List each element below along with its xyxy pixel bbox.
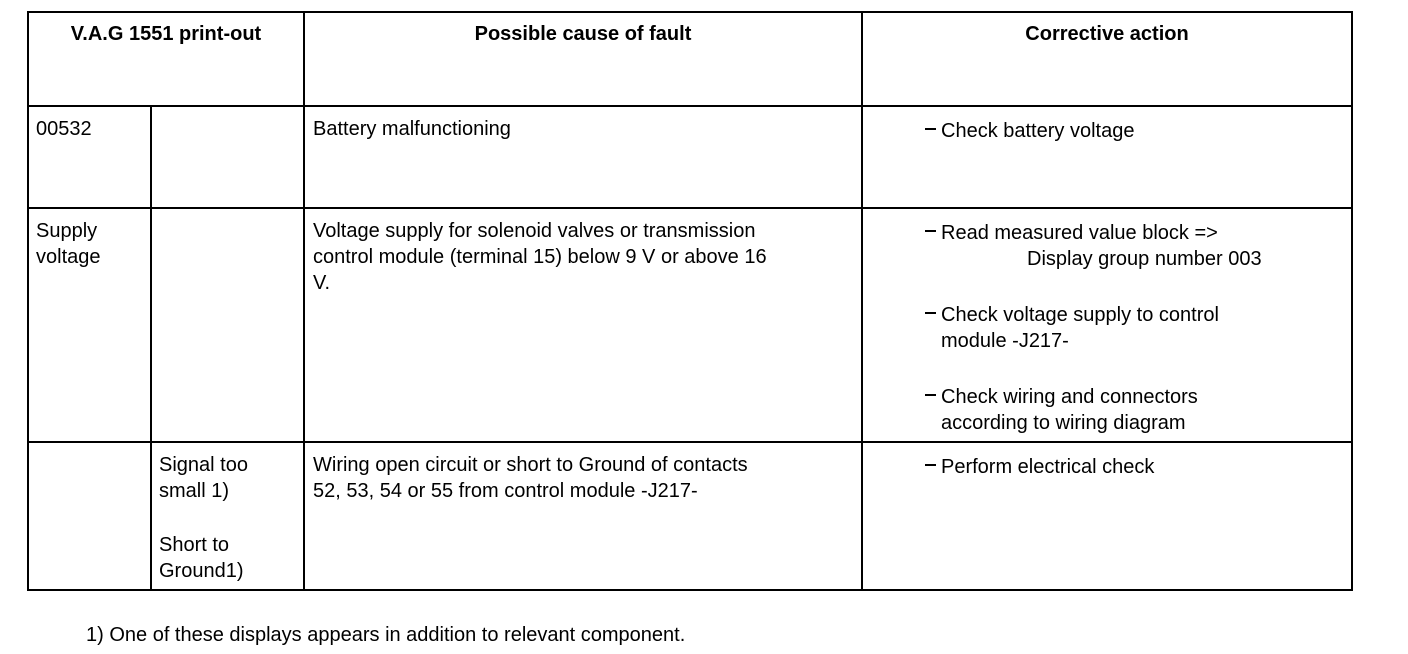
fault-code: voltage — [36, 246, 101, 268]
bullet-dash — [925, 312, 936, 314]
fault-status: Ground1) — [159, 560, 244, 582]
header-cause: Possible cause of fault — [474, 23, 692, 45]
bullet-dash — [925, 230, 936, 232]
header-action: Corrective action — [1025, 23, 1189, 45]
corrective-action-line: Check voltage supply to control — [941, 304, 1219, 326]
corrective-action-line: Perform electrical check — [941, 456, 1155, 478]
fault-code: Supply — [36, 220, 98, 242]
corrective-action-subline: Display group number 003 — [1027, 248, 1262, 270]
bullet-dash — [925, 128, 936, 130]
bullet-dash — [925, 394, 936, 396]
fault-cause-line: Wiring open circuit or short to Ground of contacts — [313, 454, 748, 476]
bullet-dash — [925, 464, 936, 466]
fault-cause-line: Voltage supply for solenoid valves or transmission — [313, 220, 756, 242]
corrective-action-line: module -J217- — [941, 330, 1069, 352]
corrective-action-line: Check wiring and connectors — [941, 386, 1198, 408]
footnote: 1) One of these displays appears in addition to relevant component. — [86, 624, 686, 646]
fault-cause-line: V. — [313, 272, 331, 294]
corrective-action-line: Check battery voltage — [941, 120, 1135, 142]
fault-status: small 1) — [159, 480, 230, 502]
corrective-action-line: according to wiring diagram — [941, 412, 1186, 434]
fault-status: Signal too — [159, 454, 248, 476]
fault-status: Short to — [159, 534, 230, 556]
fault-code: 00532 — [36, 118, 92, 140]
fault-cause-line: control module (terminal 15) below 9 V or above 16 — [313, 246, 767, 268]
fault-cause-line: Battery malfunctioning — [313, 118, 511, 140]
header-printout: V.A.G 1551 print-out — [70, 23, 262, 45]
corrective-action-line: Read measured value block => — [941, 222, 1218, 244]
fault-cause-line: 52, 53, 54 or 55 from control module -J217- — [313, 480, 698, 502]
